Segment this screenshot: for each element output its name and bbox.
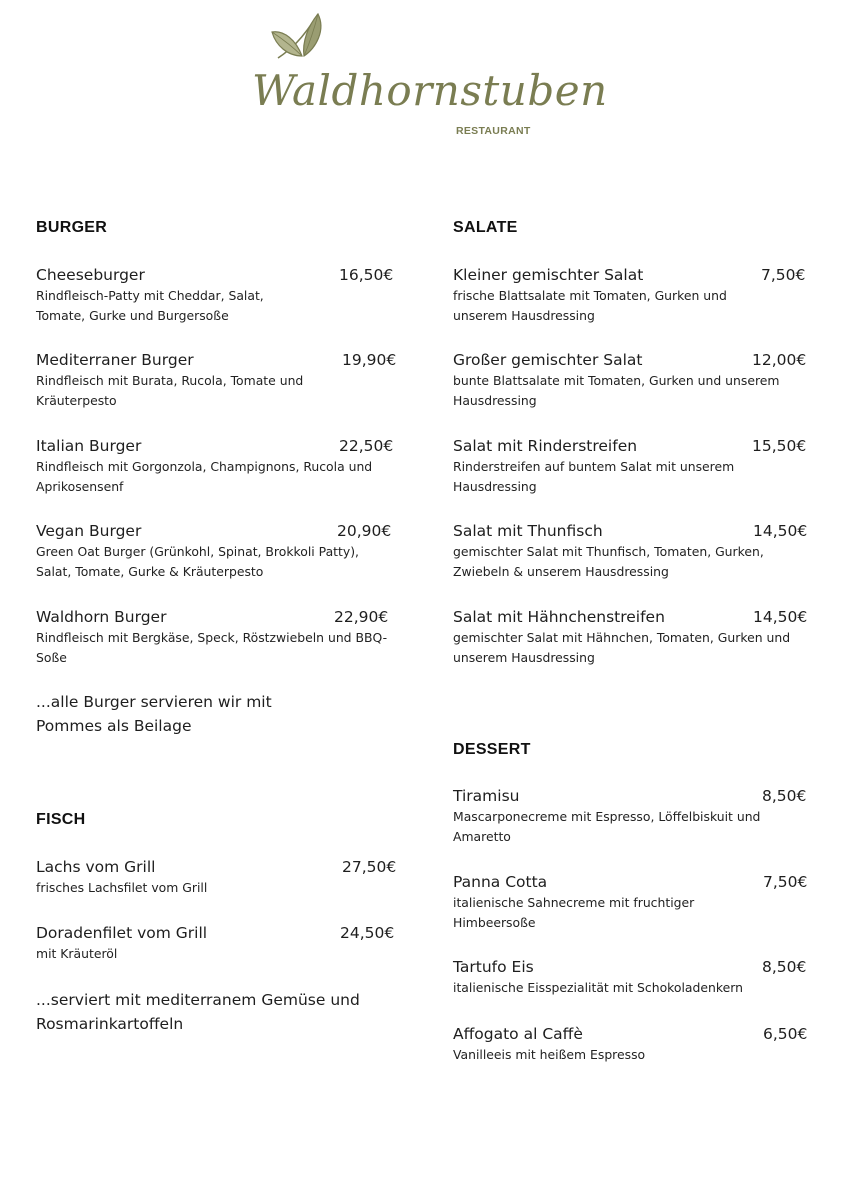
item-name: Waldhorn Burger	[36, 608, 167, 626]
menu-item	[453, 786, 813, 847]
menu-item	[36, 857, 400, 898]
menu-item	[453, 957, 813, 998]
item-price: 19,90€	[342, 351, 397, 369]
item-name: Großer gemischter Salat	[453, 351, 643, 369]
item-price: 6,50€	[763, 1025, 808, 1043]
item-price: 16,50€	[339, 266, 394, 284]
section-title-salate: SALATE	[453, 219, 518, 236]
restaurant-logo	[0, 0, 848, 150]
item-price: 7,50€	[763, 873, 808, 891]
item-description: mit Kräuteröl	[36, 946, 118, 961]
menu-item	[453, 265, 813, 326]
item-price: 24,50€	[340, 924, 395, 942]
menu-item	[36, 521, 400, 582]
item-price: 7,50€	[761, 266, 806, 284]
item-name: Mediterraner Burger	[36, 351, 194, 369]
item-name: Tiramisu	[453, 787, 520, 805]
item-price: 12,00€	[752, 351, 807, 369]
item-description: frische Blattsalate mit Tomaten, Gurken und unserem Hausdressing	[453, 288, 727, 323]
item-name: Italian Burger	[36, 437, 142, 455]
menu-item	[36, 265, 400, 326]
restaurant-subtitle: RESTAURANT	[456, 125, 531, 137]
item-name: Doradenfilet vom Grill	[36, 924, 208, 942]
item-description: italienische Eisspezialität mit Schokoladenkern	[453, 980, 743, 995]
item-description: Mascarponecreme mit Espresso, Löffelbiskuit und Amaretto	[453, 809, 761, 844]
menu-item	[36, 923, 400, 964]
menu-item	[453, 607, 813, 668]
menu-item	[36, 436, 400, 497]
menu-item	[453, 1024, 813, 1065]
restaurant-name: Waldhornstuben	[252, 66, 608, 115]
menu-item	[453, 872, 813, 933]
item-description: gemischter Salat mit Hähnchen, Tomaten, Gurken und unserem Hausdressing	[453, 630, 791, 665]
item-price: 27,50€	[342, 858, 397, 876]
item-description: gemischter Salat mit Thunfisch, Tomaten, Gurken, Zwiebeln & unserem Hausdressing	[453, 544, 764, 579]
menu-item	[453, 521, 813, 582]
item-price: 14,50€	[753, 522, 808, 540]
item-name: Tartufo Eis	[453, 958, 534, 976]
item-name: Salat mit Thunfisch	[453, 522, 603, 540]
item-name: Affogato al Caffè	[453, 1025, 583, 1043]
menu-item	[36, 607, 400, 668]
item-name: Salat mit Rinderstreifen	[453, 437, 638, 455]
item-price: 15,50€	[752, 437, 807, 455]
item-description: Rindfleisch mit Bergkäse, Speck, Röstzwiebeln und BBQ-Soße	[36, 630, 388, 665]
item-name: Lachs vom Grill	[36, 858, 156, 876]
fisch-note: ...serviert mit mediterranem Gemüse und Rosmarinkartoffeln	[36, 991, 360, 1033]
item-description: bunte Blattsalate mit Tomaten, Gurken und unserem Hausdressing	[453, 373, 780, 408]
item-description: italienische Sahnecreme mit fruchtiger Himbeersoße	[453, 895, 695, 930]
item-price: 20,90€	[337, 522, 392, 540]
section-title-burger: BURGER	[36, 219, 108, 236]
item-price: 22,50€	[339, 437, 394, 455]
item-price: 14,50€	[753, 608, 808, 626]
section-title-fisch: FISCH	[36, 811, 86, 828]
menu-item	[453, 436, 813, 497]
menu-item	[453, 350, 813, 411]
item-name: Cheeseburger	[36, 266, 145, 284]
item-name: Salat mit Hähnchenstreifen	[453, 608, 665, 626]
item-price: 22,90€	[334, 608, 389, 626]
burger-note: ...alle Burger servieren wir mit Pommes als Beilage	[36, 693, 272, 735]
section-title-dessert: DESSERT	[453, 741, 531, 758]
item-name: Vegan Burger	[36, 522, 142, 540]
item-name: Panna Cotta	[453, 873, 548, 891]
item-description: Rindfleisch mit Burata, Rucola, Tomate und Kräuterpesto	[36, 373, 304, 408]
item-description: frisches Lachsfilet vom Grill	[36, 880, 208, 895]
item-description: Vanilleeis mit heißem Espresso	[453, 1047, 646, 1062]
menu-item	[36, 350, 400, 411]
item-price: 8,50€	[762, 787, 807, 805]
item-description: Rinderstreifen auf buntem Salat mit unserem Hausdressing	[453, 459, 735, 494]
item-price: 8,50€	[762, 958, 807, 976]
item-description: Rindfleisch mit Gorgonzola, Champignons, Rucola und Aprikosensenf	[36, 459, 373, 494]
item-description: Green Oat Burger (Grünkohl, Spinat, Brokkoli Patty), Salat, Tomate, Gurke & Kräuterpesto	[36, 544, 359, 579]
item-name: Kleiner gemischter Salat	[453, 266, 644, 284]
item-description: Rindfleisch-Patty mit Cheddar, Salat, Tomate, Gurke und Burgersoße	[36, 288, 264, 323]
leaf-branch-icon	[268, 10, 328, 70]
